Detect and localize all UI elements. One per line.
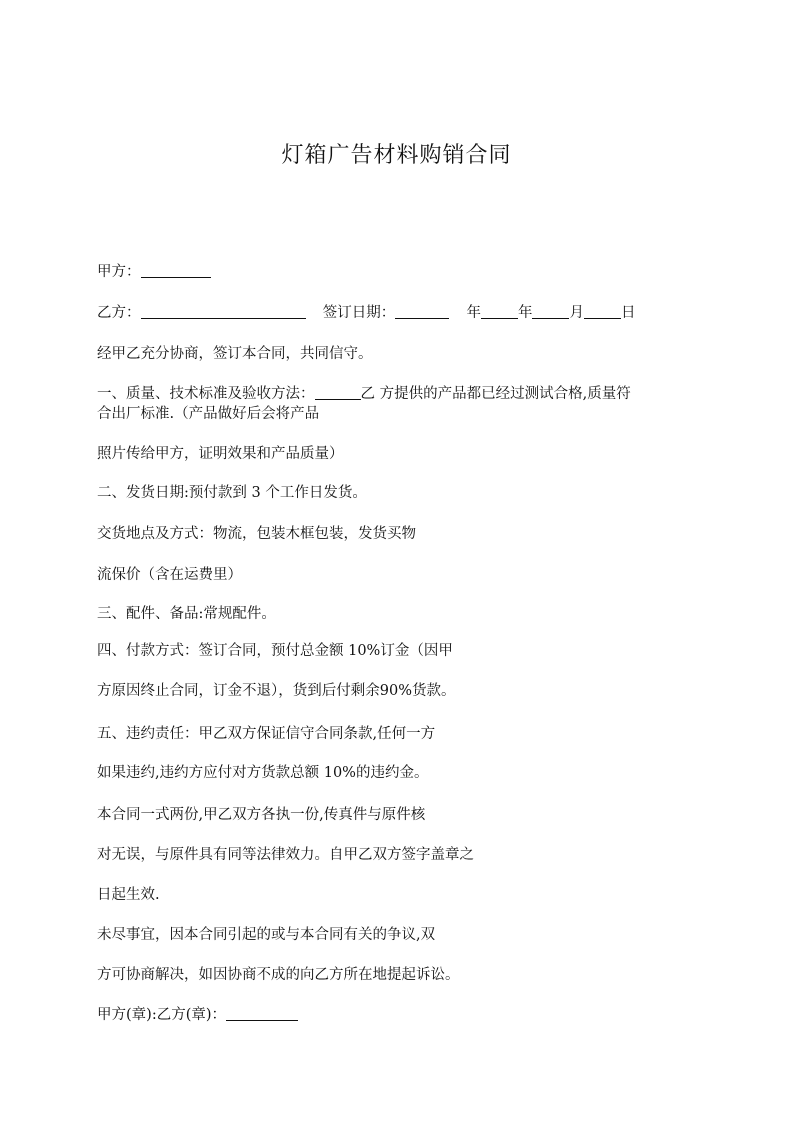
- clause1-blank[interactable]: [315, 385, 361, 400]
- signature-label: 甲方(章):乙方(章)：: [97, 1007, 227, 1023]
- party-b-blank[interactable]: [141, 304, 306, 319]
- effect-text-c: 日起生效.: [97, 887, 160, 903]
- sign-date-blank[interactable]: [395, 304, 449, 319]
- clause2-text-c: 流保价（含在运费里）: [97, 567, 242, 583]
- clause2-text-a: 二、发货日期:预付款到 3 个工作日发货。: [97, 485, 367, 501]
- month-blank[interactable]: [532, 304, 569, 319]
- signature-line: [97, 1006, 298, 1024]
- clause1-line-a: [97, 385, 631, 403]
- clause4-text-b: 方原因终止合同，订金不退），货到后付剩余90%货款。: [97, 683, 456, 699]
- clause5-text-b: 如果违约,违约方应付对方货款总额 10%的违约金。: [97, 765, 429, 781]
- year-label-2: 年: [517, 305, 533, 321]
- clause1-text-a: 乙 方提供的产品都已经过测试合格,质量符: [360, 386, 631, 402]
- sign-date-label: 签订日期：: [322, 305, 396, 321]
- clause1-lead: 一、质量、技术标准及验收方法：: [97, 386, 315, 402]
- dispute-text-a: 未尽事宜，因本合同引起的或与本合同有关的争议,双: [97, 927, 436, 943]
- party-a-blank[interactable]: [141, 263, 211, 278]
- clause3-text: 三、配件、备品:常规配件。: [97, 606, 276, 622]
- effect-text-a: 本合同一式两份,甲乙双方各执一份,传真件与原件核: [97, 807, 426, 823]
- day-label: 日: [620, 305, 636, 321]
- year-label-1: 年: [466, 305, 481, 321]
- month-label: 月: [569, 305, 584, 321]
- clause4-text-a: 四、付款方式：签订合同，预付总金额 10%订金（因甲: [97, 643, 453, 659]
- document-title: 灯箱广告材料购销合同: [281, 143, 512, 168]
- clause5-text-a: 五、违约责任：甲乙双方保证信守合同条款,任何一方: [97, 726, 436, 742]
- party-b-line: [97, 304, 635, 322]
- clause1-text-b: 合出厂标准.（产品做好后会将产品: [97, 406, 320, 422]
- day-blank[interactable]: [584, 304, 621, 319]
- party-b-label: 乙方：: [97, 305, 141, 321]
- intro-text: 经甲乙充分协商，签订本合同，共同信守。: [97, 346, 373, 362]
- party-a-line: [97, 263, 211, 281]
- signature-blank[interactable]: [226, 1006, 298, 1021]
- effect-text-b: 对无误，与原件具有同等法律效力。自甲乙双方签字盖章之: [97, 847, 474, 863]
- clause1-text-c: 照片传给甲方，证明效果和产品质量）: [97, 446, 344, 462]
- dispute-text-b: 方可协商解决，如因协商不成的向乙方所在地提起诉讼。: [97, 967, 460, 983]
- party-a-label: 甲方：: [97, 264, 141, 280]
- year-blank[interactable]: [481, 304, 518, 319]
- clause2-text-b: 交货地点及方式：物流，包装木框包装，发货买物: [97, 526, 416, 542]
